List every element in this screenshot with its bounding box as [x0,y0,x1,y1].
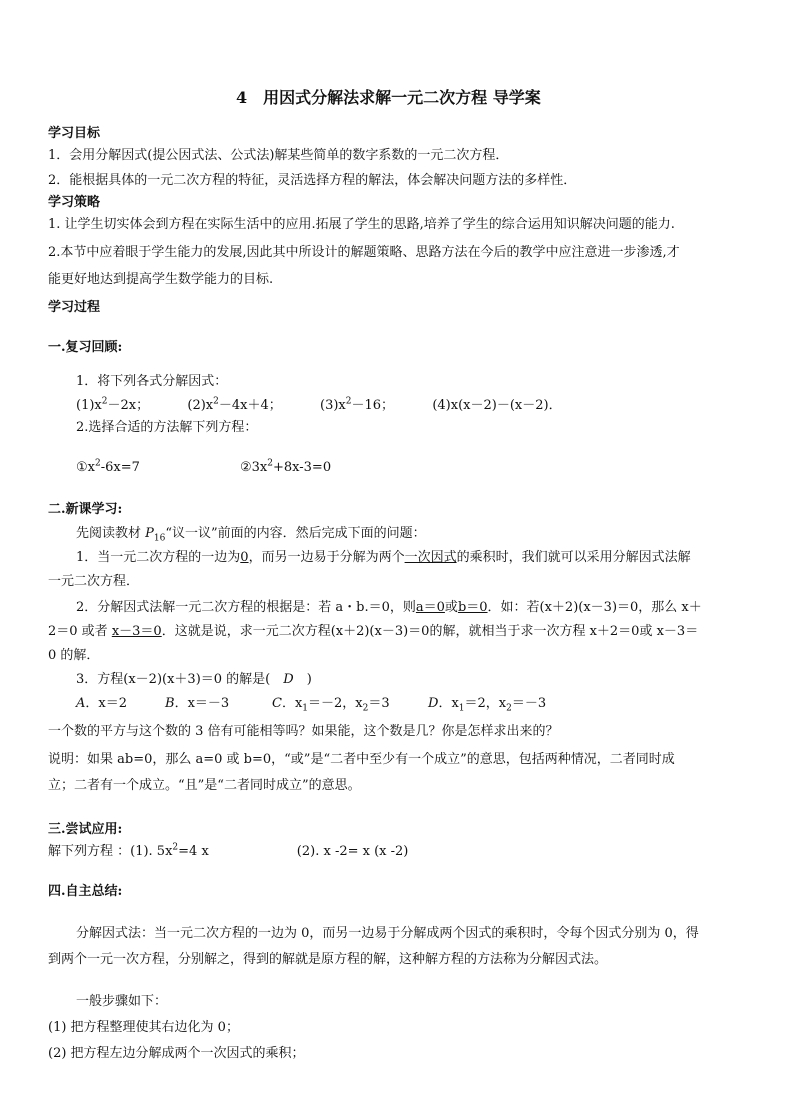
review-q1-item-2: $(2)x^2-4x+4$； [187,396,282,413]
review-q1-item-1: $(1)x^2-2x$； [76,396,150,413]
lesson-point-1-line-2: 一元二次方程． [48,574,140,589]
summary-heading: 四.自主总结: [48,884,123,899]
apply-problem-1: 解下列方程 ：(1). $5x^2=4$ x [48,842,209,859]
blank-answer-x-3: x－3＝0 [111,624,162,639]
blank-answer-b0: b＝0 [457,600,488,615]
review-q1-item-3: $(3)x^2-16$； [320,396,395,413]
summary-paragraph-line-2: 到两个一元一次方程，分别解之，得到的解就是原方程的解，这种解方程的方法称为分解因式法。 [48,952,608,967]
summary-steps-heading: 一般步骤如下： [76,994,168,1009]
goal-item-1: 1．会用分解因式(提公因式法、公式法)解某些简单的数字系数的一元二次方程． [48,148,509,163]
page-title: 4 用因式分解法求解一元二次方程 导学案 [236,88,541,107]
strategy-item-2-line-2: 能更好地达到提高学生数学能力的目标. [48,272,274,287]
review-q1-items [76,396,562,416]
review-heading: 一.复习回顾: [48,340,123,355]
blank-answer-linear-factor: 一次因式 [404,550,457,565]
goals-heading: 学习目标 [48,126,101,141]
choice-option-d: D．$x_1=2$，$x_2=-3$ [428,696,547,714]
choice-option-c: C．$x_1=-2$，$x_2=3$ [272,696,390,714]
blank-answer-a0: a＝0 [415,600,445,615]
goal-item-2: 2．能根据具体的一元二次方程的特征，灵活选择方程的解法，体会解决问题方法的多样性． [48,173,577,188]
new-lesson-heading: 二.新课学习: [48,502,123,517]
strategy-item-1: 1. 让学生切实体会到方程在实际生活中的应用.拓展了学生的思路,培养了学生的综合运用知识解决问题的能力. [48,217,675,232]
lesson-note-line-2: 立；二者有一个成立。“且”是“二者同时成立”的意思。 [48,778,361,793]
apply-problems [48,842,408,862]
review-question-1: 1．将下列各式分解因式： [76,374,228,389]
summary-step-2: (2) 把方程左边分解成两个一次因式的乘积； [48,1046,305,1061]
lesson-point-3: 3．方程(x－2)(x＋3)＝0 的解是( D ) [76,672,312,687]
new-lesson-intro: 先阅读教材 $P_{16}“$议一议”前面的内容．然后完成下面的问题： [76,526,426,544]
review-question-2: 2.选择合适的方法解下列方程： [76,420,258,435]
apply-problem-2: (2). x -2= x (x -2) [296,844,409,859]
lesson-point-2-line-1: 2．分解因式法解一元二次方程的根据是：若 a・b.＝0，则a＝0或b＝0．如：若(x＋2)(x－3)＝0，那么 x＋ [76,600,702,615]
review-q1-item-4: (4)x(x－2)－(x－2)． [432,398,562,413]
lesson-question: 一个数的平方与这个数的 3 倍有可能相等吗？如果能，这个数是几？你是怎样求出来的？ [48,724,559,739]
lesson-point-2-line-2: 2＝0 或者 x－3＝0．这就是说，求一元二次方程(x＋2)(x－3)＝0的解，就相当于求一次方程 x＋2＝0或 x－3＝ [48,624,699,639]
strategy-item-2-line-1: 2.本节中应着眼于学生能力的发展,因此其中所设计的解题策略、思路方法在今后的教学中应注意进一步渗透,才 [48,245,680,260]
choice-option-b: B．x＝－3 [165,696,230,711]
process-heading: 学习过程 [48,300,101,315]
lesson-note-line-1: 说明：如果 ab=0，那么 a=0 或 b=0，“或”是“二者中至少有一个成立”的意思，包括两种情况，二者同时成 [48,752,675,767]
apply-heading: 三.尝试应用: [48,822,123,837]
lesson-point-1-line-1: 1．当一元二次方程的一边为0，而另一边易于分解为两个一次因式的乘积时，我们就可以采用分解因式法解 [76,550,691,565]
choice-option-a: A．x＝2 [76,696,127,711]
review-equation-1: $①x^2-6x=7$ [76,458,140,475]
strategy-heading: 学习策略 [48,195,101,210]
summary-step-1: (1) 把方程整理使其右边化为 0； [48,1020,239,1035]
review-equation-2: $②3x^2+8x-3=0$ [240,458,332,475]
blank-answer-zero: 0 [240,550,249,565]
lesson-point-2-line-3: 0 的解． [48,648,100,663]
answer-choice: D [283,672,294,687]
summary-paragraph-line-1: 分解因式法：当一元二次方程的一边为 0，而另一边易于分解成两个因式的乘积时，令每个因式分别为 0，得 [76,926,699,941]
